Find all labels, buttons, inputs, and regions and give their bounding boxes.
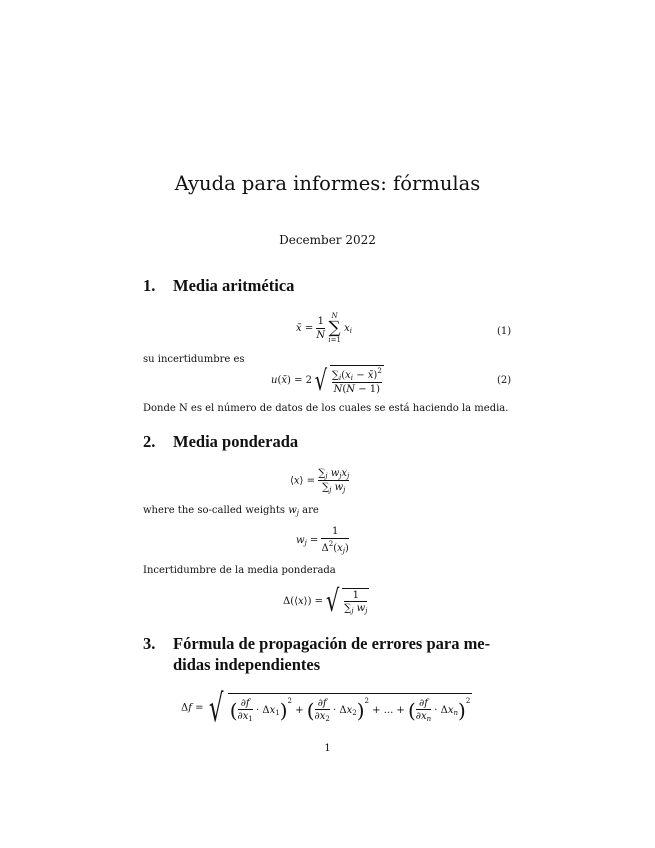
equation-weighted-uncertainty: Δ(⟨x⟩) =√ $\frac{1}{\sum_j w_j}$ (283, 584, 368, 619)
section-2-heading (143, 432, 298, 452)
paragraph: Incertidumbre de la media ponderada (143, 565, 336, 576)
paragraph-text: where the so-called weights (143, 505, 286, 516)
equation-weights: $w_j$ = $\frac{1}{\Delta^2(x_j)}$ (296, 526, 349, 555)
section-number: 2. (143, 432, 156, 451)
section-3-heading (143, 633, 490, 675)
paragraph: su incertidumbre es (143, 354, 245, 365)
equation-error-propagation: Δf = √ ( $\frac{\partial f}{\partial x_1}$ · $\Delta x_1)^2$ + ( $\frac{\partial f}{\partial x_2}$ · $\Delta x_2)^2$ + ... + ( $\frac{\partial f}{\partial x_n}$ · $\Delta x_n)^2$ (181, 686, 471, 730)
paragraph: Donde N es el número de datos de los cuales se está haciendo la media. (143, 403, 509, 414)
page-number: 1 (324, 743, 331, 754)
paragraph-text: are (302, 505, 319, 516)
section-1-heading (143, 276, 294, 296)
equation-mean-uncertainty: u(x̄) = 2√ $\frac{\sum_i(x_i - x̄)^2}{N(N - 1)}$ (271, 364, 382, 397)
equation-mean: x̄ = $\frac{1}{N}$ N ∑ i=1 $x_i$ (296, 312, 352, 344)
section-number: 1. (143, 276, 156, 295)
section-title: Media aritmética (173, 276, 295, 295)
paragraph: where the so-called weights $w_j$ are (143, 505, 319, 517)
section-title: Media ponderada (173, 432, 299, 451)
equation-number: (2) (497, 375, 512, 386)
document-date: December 2022 (279, 233, 376, 247)
equation-weighted-mean: ⟨x⟩ = $\frac{\sum_j w_jx_j}{\sum_j w_j}$ (290, 468, 350, 495)
section-title-continued: didas independientes (173, 655, 321, 674)
equation-number: (1) (497, 326, 512, 337)
section-number: 3. (143, 634, 156, 653)
document-title: Ayuda para informes: fórmulas (174, 172, 481, 195)
section-title: Fórmula de propagación de errores para me- (173, 634, 491, 653)
